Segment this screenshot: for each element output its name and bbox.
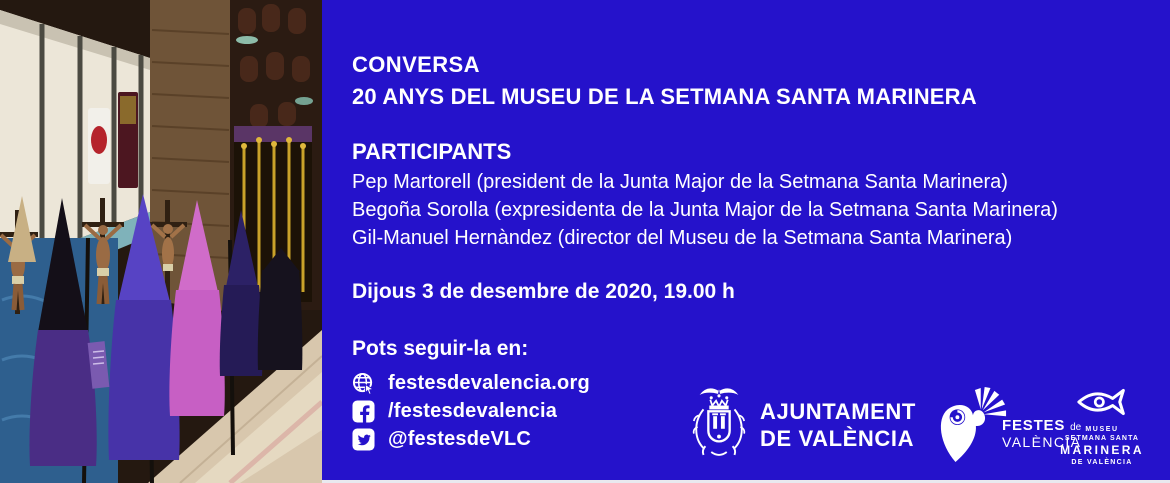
twitter-link[interactable] (352, 428, 590, 451)
website-link[interactable] (352, 372, 590, 395)
participants-list (352, 168, 1058, 252)
participants-heading: PARTICIPANTS (352, 139, 512, 164)
facebook-icon (352, 400, 375, 423)
ajuntament-logo-line2: DE VALÈNCIA (760, 425, 915, 451)
facebook-link-label[interactable]: /festesdevalencia (388, 400, 558, 422)
participant-item: Gil-Manuel Hernàndez (director del Museu de la Setmana Santa Marinera) (352, 227, 1013, 249)
participant-item: Begoña Sorolla (expresidenta de la Junta Major de la Setmana Santa Marinera) (352, 199, 1058, 221)
facebook-link[interactable] (352, 400, 590, 423)
museu-logo-line3: MARINERA (1060, 443, 1144, 457)
festes-logo-line2: VALÈNCIA (1002, 434, 1082, 450)
ajuntament-logo-text (760, 398, 916, 452)
event-title: 20 ANYS DEL MUSEU DE LA SETMANA SANTA MARINERA (352, 84, 977, 109)
social-links (352, 372, 590, 451)
museu-logo-line4: DE VALÈNCIA (1071, 459, 1133, 466)
museu-logo-line2: SETMANA SANTA (1064, 435, 1140, 442)
globe-icon (352, 372, 375, 395)
follow-label: Pots seguir-la en: (352, 337, 529, 360)
ajuntament-coat-of-arms-icon (688, 380, 750, 469)
participant-item: Pep Martorell (president de la Junta Major de la Setmana Santa Marinera) (352, 171, 1008, 193)
ajuntament-logo-line1: AJUNTAMENT (760, 398, 916, 424)
festes-logo-line1: FESTES de (1002, 417, 1082, 434)
museu-logo-line1: MUSEU (1085, 426, 1119, 433)
event-kicker: CONVERSA (352, 52, 480, 77)
fish-icon (1075, 405, 1129, 422)
museum-photo-art (0, 0, 322, 483)
museum-photo (0, 0, 322, 483)
festes-heart-icon (936, 384, 1008, 469)
museu-setmana-santa-marinera-logo (1054, 386, 1150, 466)
website-link-label[interactable]: festesdevalencia.org (388, 372, 590, 394)
event-datetime: Dijous 3 de desembre de 2020, 19.00 h (352, 280, 735, 303)
twitter-icon (352, 428, 375, 451)
twitter-link-label[interactable]: @festesdeVLC (388, 428, 532, 450)
ajuntament-valencia-logo (688, 380, 916, 469)
